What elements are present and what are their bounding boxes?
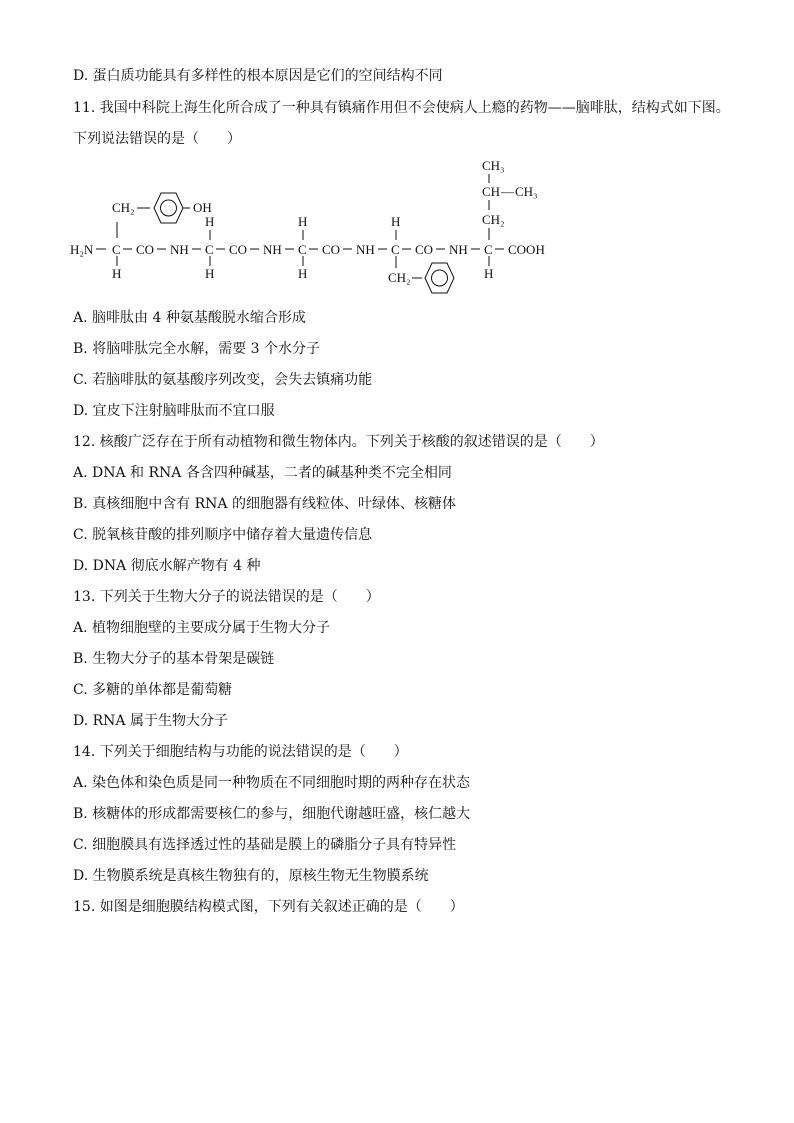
- q15-stem: 15. 如图是细胞膜结构模式图，下列有关叙述正确的是（ ）: [73, 899, 464, 915]
- q11-option-b: B. 将脑啡肽完全水解，需要 3 个水分子: [73, 341, 320, 357]
- struct-benzene-tyr: [154, 193, 183, 223]
- q12-option-c: C. 脱氧核苷酸的排列顺序中储存着大量遗传信息: [73, 527, 373, 543]
- q14-option-c: C. 细胞膜具有选择透过性的基础是膜上的磷脂分子具有特异性: [73, 837, 457, 853]
- struct-nh1: NH: [170, 242, 189, 257]
- struct-ch3-top: CH₃: [482, 158, 505, 173]
- struct-co1: CO: [136, 242, 155, 257]
- struct-dash: —: [501, 184, 514, 199]
- q13-stem: 13. 下列关于生物大分子的说法错误的是（ ）: [73, 589, 380, 605]
- q14-option-b: B. 核糖体的形成都需要核仁的参与，细胞代谢越旺盛，核仁越大: [73, 806, 471, 822]
- struct-ch: CH: [482, 184, 501, 199]
- q12-option-b: B. 真核细胞中含有 RNA 的细胞器有线粒体、叶绿体、核糖体: [73, 496, 456, 512]
- struct-cooh: COOH: [508, 242, 545, 257]
- struct-c2: C: [205, 242, 214, 257]
- struct-ch2-leu: CH₂: [482, 212, 505, 227]
- struct-h-c4-top: H: [391, 214, 401, 229]
- struct-c1: C: [112, 242, 121, 257]
- struct-nh2: NH: [263, 242, 282, 257]
- enkephalin-structure-diagram: [70, 150, 560, 300]
- struct-co2: CO: [229, 242, 248, 257]
- q11-option-d: D. 宜皮下注射脑啡肽而不宜口服: [73, 403, 275, 419]
- q14-option-a: A. 染色体和染色质是同一种物质在不同细胞时期的两种存在状态: [73, 775, 471, 791]
- q12-stem: 12. 核酸广泛存在于所有动植物和微生物体内。下列关于核酸的叙述错误的是（ ）: [73, 434, 604, 450]
- struct-c3: C: [298, 242, 307, 257]
- q13-option-a: A. 植物细胞壁的主要成分属于生物大分子: [73, 620, 331, 636]
- struct-nh4: NH: [449, 242, 468, 257]
- q11-option-a: A. 脑啡肽由 4 种氨基酸脱水缩合形成: [73, 310, 306, 326]
- q13-option-b: B. 生物大分子的基本骨架是碳链: [73, 651, 275, 667]
- struct-c4: C: [391, 242, 400, 257]
- struct-h-c1-bottom: H: [112, 266, 122, 281]
- struct-benzene-ring-tyr: [161, 200, 177, 216]
- struct-c5: C: [484, 242, 493, 257]
- struct-ch3-right: CH₃: [515, 184, 538, 199]
- struct-nh3: NH: [356, 242, 375, 257]
- q11-option-c: C. 若脑啡肽的氨基酸序列改变，会失去镇痛功能: [73, 372, 373, 388]
- struct-h-c2-bottom: H: [205, 266, 215, 281]
- q11-stem-line1: 11. 我国中科院上海生化所合成了一种具有镇痛作用但不会使病人上瘾的药物——脑啡肽，结构式如下图。: [73, 100, 730, 116]
- struct-h-c3-bottom: H: [298, 266, 308, 281]
- q13-option-d: D. RNA 属于生物大分子: [73, 713, 228, 729]
- struct-ch2-tyr: CH₂: [112, 200, 135, 215]
- struct-h-c3-top: H: [298, 214, 308, 229]
- q14-option-d: D. 生物膜系统是真核生物独有的，原核生物无生物膜系统: [73, 868, 429, 884]
- struct-h2n: H₂N: [70, 242, 94, 257]
- struct-benzene-phe: [425, 263, 454, 293]
- struct-h-c5-bottom: H: [484, 266, 494, 281]
- struct-h-c2-top: H: [205, 214, 215, 229]
- struct-oh: OH: [193, 200, 212, 215]
- q13-option-c: C. 多糖的单体都是葡萄糖: [73, 682, 233, 698]
- q11-stem-line2: 下列说法错误的是（ ）: [73, 131, 241, 147]
- prev-option-d: D. 蛋白质功能具有多样性的根本原因是它们的空间结构不同: [73, 68, 443, 84]
- q12-option-d: D. DNA 彻底水解产物有 4 种: [73, 558, 261, 574]
- q12-option-a: A. DNA 和 RNA 各含四种碱基，二者的碱基种类不完全相同: [73, 465, 452, 481]
- struct-ch2-phe: CH₂: [388, 270, 411, 285]
- struct-co3: CO: [322, 242, 341, 257]
- q14-stem: 14. 下列关于细胞结构与功能的说法错误的是（ ）: [73, 744, 408, 760]
- struct-co4: CO: [415, 242, 434, 257]
- struct-benzene-ring-phe: [432, 270, 448, 286]
